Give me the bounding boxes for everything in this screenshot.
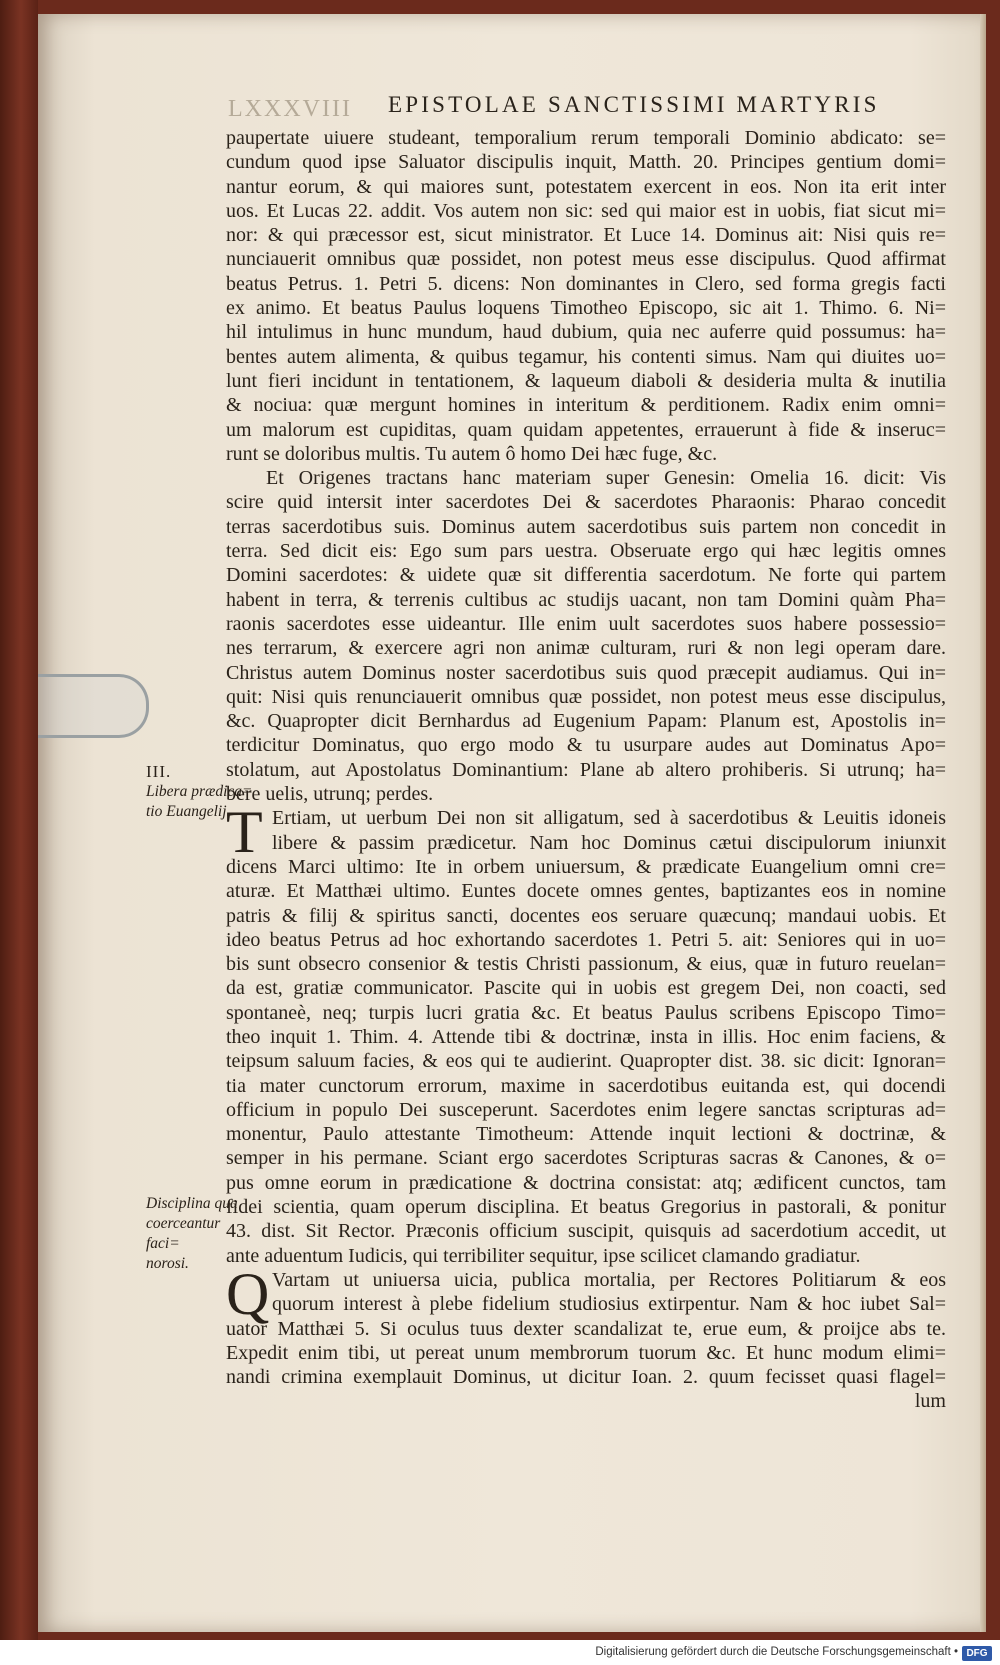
text-line: Christus autem Dominus noster sacerdotibus suis quod præcepit audiamus. Qui in= (226, 661, 946, 684)
text-line: monentur, Paulo attestante Timotheum: Attende inquit lectioni & doctrinæ, & (226, 1123, 946, 1146)
text-line: nandi crimina exemplauit Dominus, ut dicitur Ioan. 2. quum fecisset quasi flagel= (226, 1366, 946, 1389)
text-line: uos. Et Lucas 22. addit. Vos autem non sic: sed qui maior est in uobis, fiat sicut mi= (226, 199, 946, 222)
catchword: lum (914, 1390, 946, 1413)
page-edge (980, 14, 986, 1632)
text-line: dicens Marci ultimo: Ite in orbem uniuersum, & prædicate Euangelium omni cre= (226, 855, 946, 878)
dfg-logo-icon: DFG (962, 1646, 992, 1661)
text-line: bentes autem alimenta, & quibus tegamur, his contenti simus. Nam qui diuites uo= (226, 345, 946, 368)
page-sheet (38, 14, 986, 1632)
text-line: teipsum saluum facies, & eos qui te audierint. Quapropter dist. 38. sic dicit: Ignoran= (226, 1050, 946, 1073)
paragraph-2 (226, 466, 946, 806)
text-line: nunciauerit omnibus quæ possidet, non potest meus esse discipulus. Quod affirmat (226, 248, 946, 271)
text-line: terra. Sed dicit eis: Ego sum pars uestra. Obseruate ergo qui hæc legitis omnes (226, 540, 946, 563)
text-line: semper in his permane. Sciant ergo sacerdotes Scripturas sacras & Canones, & o= (226, 1147, 946, 1170)
text-line: uator Matthæi 5. Si oculus tuus dexter scandalizat te, erue eum, & proijce abs te. (226, 1317, 946, 1340)
text-line: &c. Quapropter dicit Bernhardus ad Eugenium Papam: Planum est, Apostolis in= (226, 710, 946, 733)
text-line: nes terrarum, & exercere agri non animæ culturam, ruri & non legi operam dare. (226, 637, 946, 660)
text-line: nor: & qui præcessor est, sicut ministrator. Et Luce 14. Dominus ait: Nisi quis re= (226, 224, 946, 247)
running-head: EPISTOLAE SANCTISSIMI MARTYRIS (388, 92, 880, 117)
text-line: tia mater cunctorum errorum, maxime in sacerdotibus euitanda est, qui docendi (226, 1074, 946, 1097)
folio-number: LXXXVIII (228, 96, 352, 122)
page-clip (38, 674, 149, 738)
margin-note-line: tio Euangelij. (146, 803, 231, 820)
page-header (38, 92, 986, 126)
text-line: Vartam ut uniuersa uicia, publica mortalia, per Rectores Politiarum & eos (272, 1268, 946, 1291)
text-line: libere & passim prædicetur. Nam hoc Dominus cætui discipulorum iniunxit (272, 831, 946, 854)
text-line: raonis sacerdotes esse uideantur. Ille enim uult sacerdotes suos habere possessio= (226, 612, 946, 635)
text-line: stolatum, aut Apostolatus Dominantium: Plane ab altero prohiberis. Si utrunq; ha= (226, 758, 946, 781)
text-line: Ertiam, ut uerbum Dei non sit alligatum, sed à sacerdotibus & Leuitis idoneis (272, 807, 946, 830)
text-line: um malorum est cupiditas, quam quidam appetentes, errauerunt à fide & inseruc= (226, 418, 946, 441)
text-line: da est, gratiæ communicator. Pascite qui in uobis est gregem Dei, non coacti, sed (226, 977, 946, 1000)
text-line: paupertate uiuere studeant, temporalium rerum temporali Dominio abdicato: se= (226, 127, 946, 149)
body-text (226, 126, 946, 1414)
text-line: terras sacerdotibus suis. Dominus autem sacerdotibus suis partem non concedit in (226, 515, 946, 538)
text-line: ex animo. Et beatus Paulus loquens Timotheo Episcopo, sic ait 1. Thimo. 6. Ni= (226, 297, 946, 320)
book-binding-edge (0, 0, 38, 1640)
text-line: cundum quod ipse Saluator discipulis inquit, Matth. 20. Principes gentium domi= (226, 151, 946, 174)
text-line: & nociua: quæ mergunt homines in interitum & perditionem. Radix enim omni= (226, 394, 946, 417)
text-line: lunt fieri incidunt in tentationem, & laqueum diaboli & desideria multa & inutilia (226, 369, 946, 392)
text-line: 43. dist. Sit Rector. Præconis officium suscipit, quisquis ad sacerdotium accedit, ut (226, 1220, 946, 1243)
text-line: officium in populo Dei susceperunt. Sacerdotes enim legere sanctas scripturas ad= (226, 1098, 946, 1121)
text-line: quorum interest à plebe fidelium studiosius extirpentur. Nam & hoc iubet Sal= (272, 1293, 946, 1316)
section-quartam (226, 1260, 946, 1414)
text-line: beatus Petrus. 1. Petri 5. dicens: Non dominantes in Clero, sed forma gregis facti (226, 272, 946, 295)
text-line: ideo beatus Petrus ad hoc exhortando sacerdotes 1. Petri 5. ait: Seniores qui in uo= (226, 928, 946, 951)
text-line: theo inquit 1. Thim. 4. Attende tibi & doctrinæ, insta in illis. Hoc enim faciens, & (226, 1025, 946, 1048)
text-line: fidei scientia, quam operum disciplina. Et beatus Gregorius in pastorali, & ponitur (226, 1196, 946, 1219)
text-line: terdicitur Dominatus, quo ergo modo & tu usurpare audes aut Dominatus Apo= (226, 734, 946, 757)
paragraph-1 (226, 126, 946, 466)
text-line: scire quid intersit inter sacerdotes Dei & sacerdotes Pharaonis: Pharao concedit (226, 491, 946, 514)
margin-note-line: norosi. (146, 1255, 189, 1272)
text-line: aturæ. Et Matthæi ultimo. Euntes docete omnes gentes, baptizantes eos in nomine (226, 880, 946, 903)
footer-bar (0, 1644, 1000, 1665)
margin-note-line: Libera prædica= (146, 783, 253, 800)
text-line: ante aduentum Iudicis, qui terribiliter sequitur, ipse scilicet clamando gradiatur. (226, 1244, 861, 1267)
text-line: Expedit enim tibi, ut pereat unum membrorum tuorum &c. Et hunc modum elimi= (226, 1341, 946, 1364)
text-line: runt se doloribus multis. Tu autem ô homo Dei hæc fuge, &c. (226, 442, 718, 465)
text-line: bere uelis, utrunq; perdes. (226, 783, 434, 806)
text-line: nantur eorum, & qui maiores sunt, potestatem exercent in eos. Non ita erit inter (226, 175, 946, 198)
margin-note-number: III. (146, 762, 172, 781)
margin-note-line: Disciplina qua (146, 1195, 238, 1212)
text-line: quit: Nisi quis renunciauerit omnibus quæ possidet, non potest meus esse discipulus, (226, 685, 946, 708)
text-line: hil intulimus in hunc mundum, haud dubium, quia nec auferre quid possumus: ha= (226, 321, 946, 344)
text-line: Domini sacerdotes: & uidete quæ sit differentia sacerdotum. Ne forte qui partem (226, 564, 946, 587)
text-line: Et Origenes tractans hanc materiam super Genesin: Omelia 16. dicit: Vis (266, 467, 946, 490)
text-line: habent in terra, & terrenis cultibus ac studijs uacant, non tam Domini quàm Pha= (226, 588, 946, 611)
text-line: bis sunt obsecro consenior & testis Christi passionum, & eius, quæ in futuro reuelan= (226, 953, 946, 976)
text-line: spontaneè, neq; turpis lucri gratia &c. Et beatus Paulus scribens Episcopo Timo= (226, 1001, 946, 1024)
text-line: patris & filij & spiritus sancti, docentes eos seruare quæcunq; mandaui uobis. Et (226, 904, 946, 927)
drop-cap: Q (226, 1260, 270, 1327)
margin-note-line: coerceantur faci= (146, 1215, 221, 1252)
drop-cap: T (226, 799, 263, 866)
section-tertiam (226, 799, 946, 1268)
text-line: pus omne eorum in prædicatione & doctrina consistat: atq; ædificent cunctos, tam (226, 1171, 946, 1194)
digitization-credit: Digitalisierung gefördert durch die Deutsche Forschungsgemeinschaft • (595, 1646, 958, 1658)
